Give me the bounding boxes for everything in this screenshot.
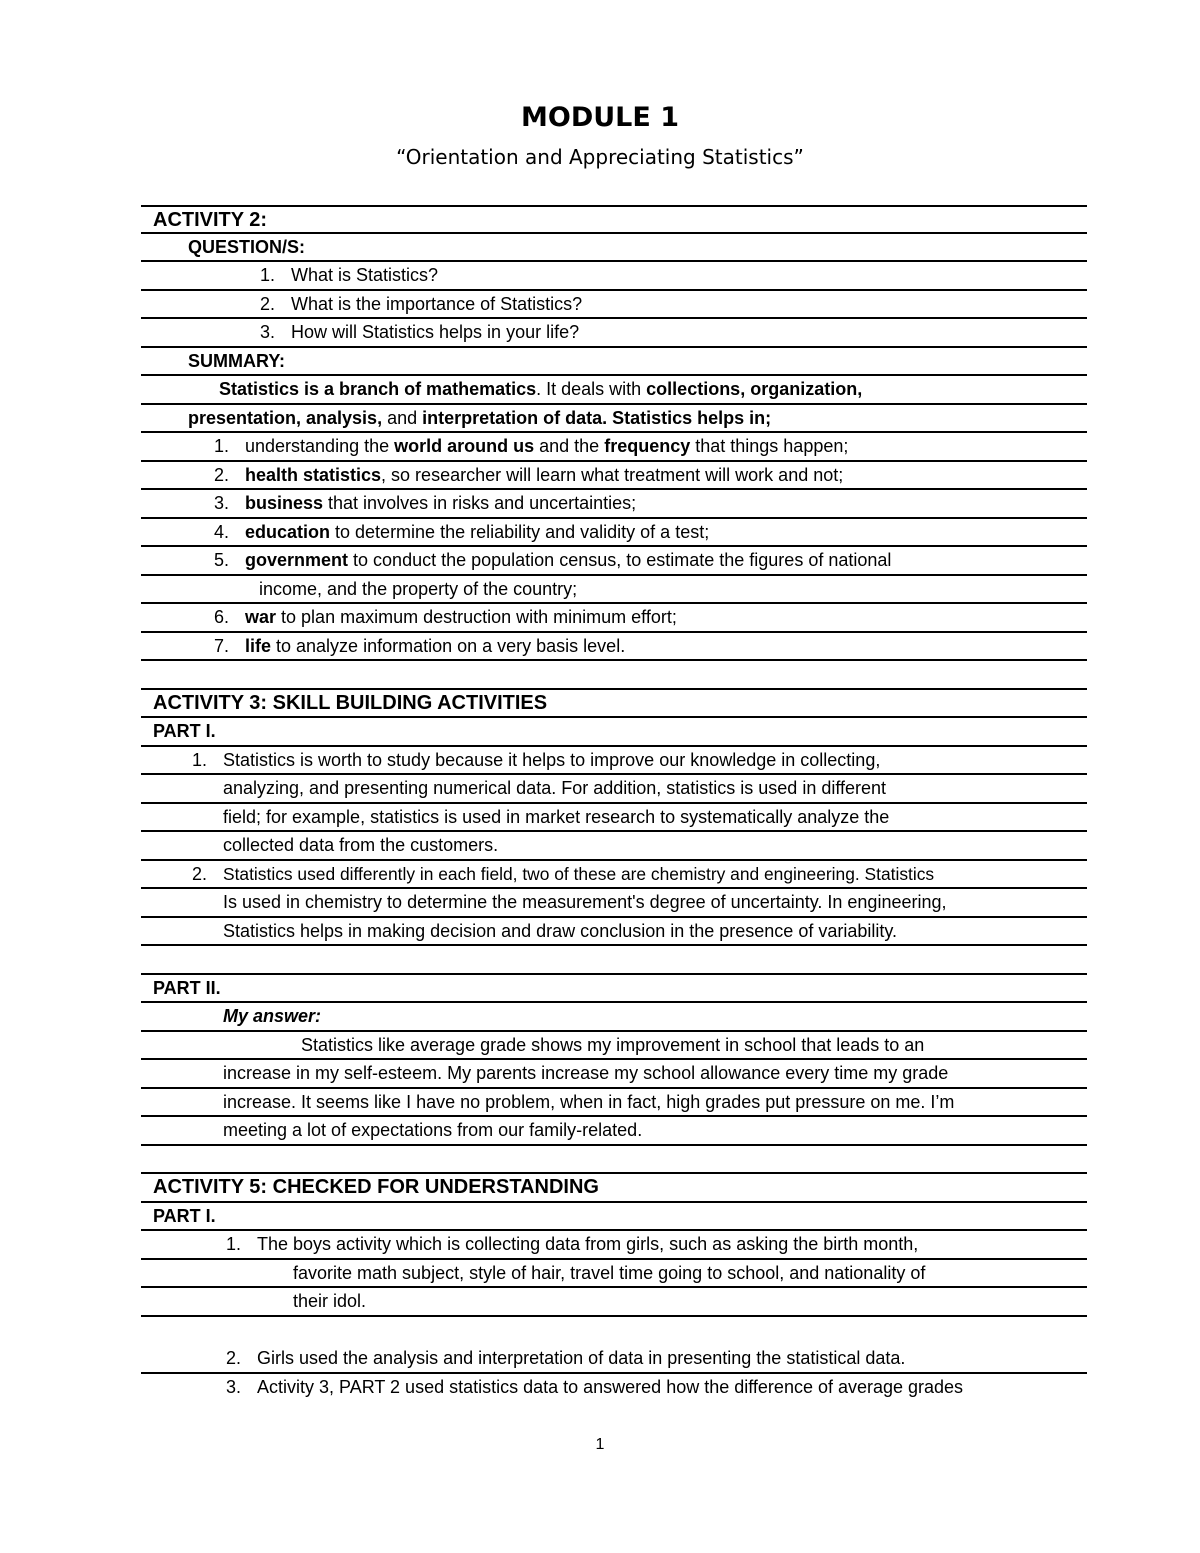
summary-item: 7. life to analyze information on a very basis level. [141, 633, 1087, 662]
summary-item: 1. understanding the world around us and the frequency that things happen; [141, 433, 1087, 462]
blank-row [141, 1146, 1087, 1175]
answer-line: their idol. [141, 1288, 1087, 1317]
blank-row [141, 1317, 1087, 1346]
summary-line: presentation, analysis, and interpretation of data. Statistics helps in; [141, 405, 1087, 434]
activity-2-heading: ACTIVITY 2: [141, 205, 1087, 234]
activity-sheet [141, 205, 1087, 1402]
answer-line: field; for example, statistics is used in market research to systematically analyze the [141, 804, 1087, 833]
summary-item: 4. education to determine the reliability and validity of a test; [141, 519, 1087, 548]
activity-5-heading: ACTIVITY 5: CHECKED FOR UNDERSTANDING [141, 1174, 1087, 1203]
question-item: 3. How will Statistics helps in your life? [141, 319, 1087, 348]
answer-line: 2. Statistics used differently in each field, two of these are chemistry and engineering. Statistics [141, 861, 1087, 890]
activity-3-heading: ACTIVITY 3: SKILL BUILDING ACTIVITIES [141, 690, 1087, 719]
summary-item-continued: income, and the property of the country; [141, 576, 1087, 605]
answer-line: analyzing, and presenting numerical data. For addition, statistics is used in different [141, 775, 1087, 804]
module-title: MODULE 1 [521, 102, 679, 133]
answer-line: meeting a lot of expectations from our family-related. [141, 1117, 1087, 1146]
answer-line: 2. Girls used the analysis and interpretation of data in presenting the statistical data. [141, 1345, 1087, 1374]
summary-item: 2. health statistics, so researcher will learn what treatment will work and not; [141, 462, 1087, 491]
answer-line: Statistics helps in making decision and draw conclusion in the presence of variability. [141, 918, 1087, 947]
part-2-label: PART II. [141, 975, 1087, 1004]
answer-line: Is used in chemistry to determine the measurement's degree of uncertainty. In engineering, [141, 889, 1087, 918]
answer-line: 3. Activity 3, PART 2 used statistics data to answered how the difference of average grades [225, 1376, 964, 1397]
blank-row [141, 946, 1087, 975]
page-number: 1 [595, 1436, 605, 1453]
summary-line: Statistics is a branch of mathematics. It deals with collections, organization, [141, 376, 1087, 405]
part-1-label: PART I. [141, 1203, 1087, 1232]
summary-item: 3. business that involves in risks and uncertainties; [141, 490, 1087, 519]
part-1-label: PART I. [141, 718, 1087, 747]
answer-line: favorite math subject, style of hair, travel time going to school, and nationality of [141, 1260, 1087, 1289]
summary-item: 6. war to plan maximum destruction with minimum effort; [141, 604, 1087, 633]
answer-line: increase. It seems like I have no problem, when in fact, high grades put pressure on me. I’m [141, 1089, 1087, 1118]
question-item: 1. What is Statistics? [141, 262, 1087, 291]
question-item: 2. What is the importance of Statistics? [141, 291, 1087, 320]
answer-line: 1. The boys activity which is collecting data from girls, such as asking the birth month, [141, 1231, 1087, 1260]
summary-item: 5. government to conduct the population census, to estimate the figures of national [141, 547, 1087, 576]
answer-line: Statistics like average grade shows my improvement in school that leads to an [141, 1032, 1087, 1061]
answer-line: collected data from the customers. [141, 832, 1087, 861]
answer-line: 1. Statistics is worth to study because it helps to improve our knowledge in collecting, [141, 747, 1087, 776]
blank-row [141, 661, 1087, 690]
questions-label: QUESTION/S: [141, 234, 1087, 263]
summary-label: SUMMARY: [141, 348, 1087, 377]
module-subtitle: “Orientation and Appreciating Statistics” [396, 145, 804, 169]
answer-line: increase in my self-esteem. My parents increase my school allowance every time my grade [141, 1060, 1087, 1089]
my-answer-label: My answer: [141, 1003, 1087, 1032]
